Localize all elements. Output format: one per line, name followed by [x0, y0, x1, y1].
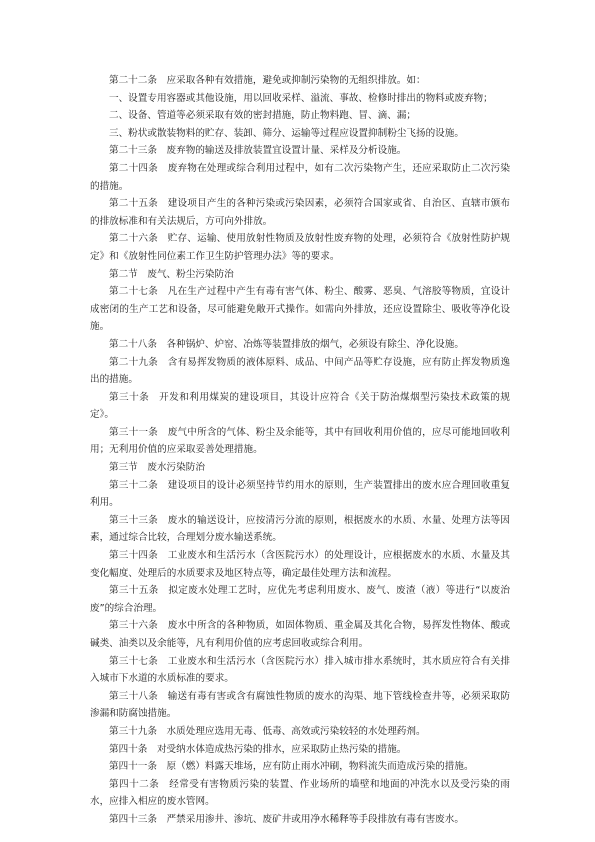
paragraph-art31: 第三十一条 废气中所含的气体、粉尘及余能等，其中有回收利用价值的，应尽可能地回收利用；无利用价值的应采取妥善处理措施。	[90, 426, 510, 456]
paragraph-art40: 第四十条 对受纳水体造成热污染的排水，应采取防止热污染的措施。	[109, 743, 407, 755]
paragraph-art23: 第二十三条 废弃物的输送及排放装置宜设置计量、采样及分析设施。	[109, 145, 407, 157]
paragraph-art25: 第二十五条 建设项目产生的各种污染或污染因素，必须符合国家或省、自治区、直辖市颁布的排放标准和有关法规后，方可向外排放。	[90, 198, 510, 227]
paragraph-art36: 第三十六条 废水中所含的各种物质，如固体物质、重金属及其化合物，易挥发性物体、酸或碱类、油类以及余能等，凡有利用价值的应考虑回收或综合利用。	[90, 620, 510, 649]
paragraph-art29: 第二十九条 含有易挥发物质的液体原料、成品、中间产品等贮存设施，应有防止挥发物质逸出的措施。	[90, 356, 510, 386]
paragraph-art33: 第三十三条 废水的输送设计，应按清污分流的原则，根据废水的水质、水量、处理方法等因素，通过综合比较，合理划分废水输送系统。	[90, 514, 510, 544]
paragraph-art22-item3: 三、粉状或散装物料的贮存、装卸、筛分、运输等过程应设置抑制粉尘飞扬的设施。	[109, 127, 464, 139]
paragraph-art26: 第二十六条 贮存、运输、使用放射性物质及放射性废弃物的处理，必须符合《放射性防护规定》和《放射性同位素工作卫生防护管理办法》等的要求。	[90, 233, 510, 262]
document-body	[90, 72, 510, 829]
paragraph-art42: 第四十二条 经常受有害物质污染的装置、作业场所的墙壁和地面的冲洗水以及受污染的雨水，应排入相应的废水管网。	[90, 778, 510, 808]
paragraph-art22-item1: 一、设置专用容器或其他设施，用以回收采样、溢流、事故、检修时排出的物料或废弃物；	[109, 92, 493, 104]
paragraph-art32: 第三十二条 建设项目的设计必须坚持节约用水的原则，生产装置排出的废水应合理回收重复利用。	[90, 479, 510, 509]
paragraph-art38: 第三十八条 输送有毒有害或含有腐蚀性物质的废水的沟渠、地下管线检查井等，必须采取防渗漏和防腐蚀措施。	[90, 690, 510, 720]
paragraph-art28: 第二十八条 各种锅炉、炉窑、冶炼等装置排放的烟气，必须设有除尘、净化设施。	[109, 338, 464, 350]
paragraph-art35: 第三十五条 拟定废水处理工艺时，应优先考虑利用废水、废气、废渣（液）等进行“以废治废”的综合治理。	[90, 585, 510, 614]
paragraph-art24: 第二十四条 废弃物在处理或综合利用过程中，如有二次污染物产生，还应采取防止二次污染的措施。	[90, 162, 510, 192]
paragraph-art34: 第三十四条 工业废水和生活污水（含医院污水）的处理设计，应根据废水的水质、水量及其变化幅度、处理后的水质要求及地区特点等，确定最佳处理方法和流程。	[90, 550, 510, 579]
paragraph-art22: 第二十二条 应采取各种有效措施，避免或抑制污染物的无组织排放。如：	[109, 75, 426, 86]
paragraph-art37: 第三十七条 工业废水和生活污水（含医院污水）排入城市排水系统时，其水质应符合有关排入城市下水道的水质标准的要求。	[90, 655, 510, 685]
paragraph-art43: 第四十三条 严禁采用渗井、渗坑、废矿井或用净水稀释等手段排放有毒有害废水。	[109, 813, 464, 825]
section-heading-3: 第三节 废水污染防治	[109, 462, 205, 474]
section-heading-2: 第二节 废气、粉尘污染防治	[109, 268, 234, 280]
paragraph-art22-item2: 二、设备、管道等必须采取有效的密封措施，防止物料跑、冒、滴、漏；	[109, 110, 416, 122]
paragraph-art27: 第二十七条 凡在生产过程中产生有毒有害气体、粉尘、酸雾、恶臭、气溶胶等物质，宜设计成密闭的生产工艺和设备，尽可能避免敞开式操作。如需向外排放，还应设置除尘、吸收等净化设施。	[90, 286, 510, 333]
paragraph-art41: 第四十一条 原（燃）料露天堆场，应有防止雨水冲刷，物料流失而造成污染的措施。	[109, 761, 474, 773]
paragraph-art39: 第三十九条 水质处理应选用无毒、低毒、高效或污染较轻的水处理药剂。	[109, 725, 426, 737]
paragraph-art30: 第三十条 开发和利用煤炭的建设项目，其设计应符合《关于防治煤烟型污染技术政策的规定》。	[90, 391, 510, 421]
